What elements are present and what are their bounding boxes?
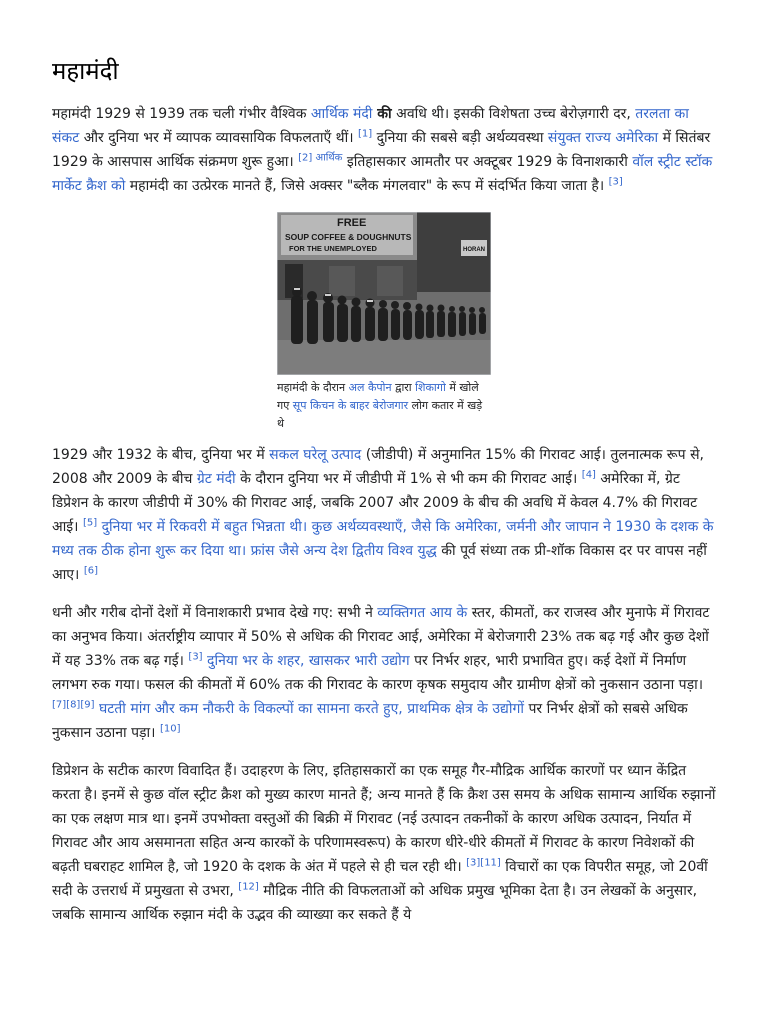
- citation-7-8-9[interactable]: [7][8][9]: [52, 699, 95, 711]
- text: विचारों का एक विपरीत समूह, जो 20वीं सदी के उत्तरार्ध में प्रमुखता से उभरा,: [52, 859, 708, 899]
- text: महामंदी का उत्प्रेरक मानते हैं, जिसे अक्सर "ब्लैक मंगलवार" के रूप में संदर्भित किया जाता है।: [125, 178, 609, 194]
- caption-text: में खोले गए: [277, 381, 479, 412]
- gdp-paragraph: [52, 443, 716, 587]
- text: की पूर्व संध्या तक प्री-शॉक विकास दर पर वापस नहीं आए।: [52, 543, 707, 583]
- text: में सितंबर 1929 के आसपास आर्थिक संक्रमण शुरू हुआ।: [52, 130, 711, 170]
- link-liquidity-crisis[interactable]: तरलता का संकट: [52, 106, 689, 146]
- text: 1929 और 1932 के बीच, दुनिया भर में: [52, 447, 270, 463]
- citation-3-11[interactable]: [3][11]: [466, 857, 501, 869]
- caption-text: महामंदी के दौरान: [277, 381, 349, 394]
- citation-2[interactable]: [2] आर्थिक: [298, 152, 343, 164]
- sign-free-text: FREE: [337, 217, 367, 229]
- text: इतिहासकार आमतौर पर अक्टूबर 1929 के विनाशकारी: [342, 154, 633, 170]
- link-personal-income[interactable]: व्यक्तिगत आय के: [377, 605, 468, 621]
- text: अवधि थी। इसकी विशेषता उच्च बेरोज़गारी दर,: [391, 106, 636, 122]
- link-great-recession[interactable]: ग्रेट मंदी: [196, 471, 236, 487]
- text: महामंदी 1929 से 1939 तक चली गंभीर वैश्विक: [52, 106, 311, 122]
- soup-kitchen-photo[interactable]: [277, 212, 491, 375]
- citation-1[interactable]: [1]: [357, 128, 373, 140]
- impact-paragraph: [52, 601, 716, 745]
- citation-10[interactable]: [10]: [159, 723, 181, 735]
- figure: [277, 212, 493, 433]
- text-bold: की: [372, 106, 392, 122]
- intro-paragraph: [52, 102, 716, 198]
- text: डिप्रेशन के सटीक कारण विवादित हैं। उदाहरण के लिए, इतिहासकारों का एक समूह गैर-मौद्रिक आर्थिक कारणों पर ध्यान केंद्रित करता है। इनमें से कुछ वॉल स्ट्रीट क्रैश को मुख्य कारण मानते हैं; अन्य मानते हैं कि क्रैश उस समय के अधिक सामान्य आर्थिक रुझानों का एक लक्षण मात्र था। इनमें उपभोक्ता वस्तुओं की बिक्री में गिरावट (नई उत्पादन तकनीकों के कारण अधिक उत्पादन, निर्यात में गिरावट और आय असमानता सहित अन्य कारकों के परिणामस्वरूप) के कारण धीरे-धीरे कीमतों में गिरावट के कारण निवेशकों की बढ़ती घबराहट शामिल है, जो 1920 के दशक के अंत में पहले से ही चल रही थी।: [52, 763, 716, 875]
- caption-text: द्वारा: [391, 381, 416, 394]
- caption-text: लोग कतार में खड़े थे: [277, 399, 483, 430]
- link-primary-sector[interactable]: घटती मांग और कम नौकरी के विकल्पों का सामना करते हुए, प्राथमिक क्षेत्र के उद्योगों: [94, 701, 524, 717]
- link-recovery-wwii[interactable]: दुनिया भर में रिकवरी में बहुत भिन्नता थी। कुछ अर्थव्यवस्थाएँ, जैसे कि अमेरिका, जर्मनी और जापान ने 1930 के दशक के मध्य तक ठीक होना शुरू कर दिया था। फ्रांस जैसे अन्य देश द्वितीय विश्व युद्ध: [52, 519, 714, 559]
- text: धनी और गरीब दोनों देशों में विनाशकारी प्रभाव देखे गए: सभी ने: [52, 605, 378, 621]
- link-economic-recession[interactable]: आर्थिक मंदी: [310, 106, 373, 122]
- causes-paragraph: [52, 759, 716, 927]
- text: (जीडीपी) में अनुमानित 15% की गिरावट आई। तुलनात्मक रूप से, 2008 और 2009 के बीच: [52, 447, 704, 487]
- citation-3[interactable]: [3]: [608, 176, 623, 188]
- text: और दुनिया भर में व्यापक व्यावसायिक विफलताएँ थीं।: [79, 130, 358, 146]
- text: अमेरिका में, ग्रेट डिप्रेशन के कारण जीडीपी में 30% की गिरावट आई, जबकि 2007 और 2009 के बीच की अवधि में केवल 4.7% की गिरावट आई।: [52, 471, 698, 535]
- citation-4[interactable]: [4]: [581, 469, 596, 481]
- sign-horan-text: HORAN: [463, 247, 485, 253]
- citation-5[interactable]: [5]: [82, 517, 98, 529]
- figure-caption: [277, 379, 487, 433]
- text: मौद्रिक नीति की विफलताओं को अधिक प्रमुख भूमिका देता है। उन लेखकों के अनुसार, जबकि सामान्य आर्थिक रुझान मंदी के उद्भव की व्याख्या कर सकते हैं ये: [52, 883, 698, 923]
- text: स्तर, कीमतों, कर राजस्व और मुनाफे में गिरावट का अनुभव किया। अंतर्राष्ट्रीय व्यापार में 50% से अधिक की गिरावट आई, अमेरिका में बेरोजगारी 23% तक बढ़ गई और कुछ देशों में यह 33% तक बढ़ गई।: [52, 605, 710, 669]
- sign-soup-text: SOUP COFFEE & DOUGHNUTS: [285, 232, 412, 242]
- link-wall-street-crash[interactable]: वॉल स्ट्रीट स्टॉक मार्केट क्रैश को: [52, 154, 713, 194]
- link-heavy-industry[interactable]: दुनिया भर के शहर, खासकर भारी उद्योग: [202, 653, 410, 669]
- link-united-states[interactable]: संयुक्त राज्य अमेरिका: [547, 130, 659, 146]
- sign-unemployed-text: FOR THE UNEMPLOYED: [289, 244, 377, 253]
- link-chicago[interactable]: शिकागो: [415, 381, 446, 394]
- citation-6[interactable]: [6]: [83, 565, 98, 577]
- link-gdp[interactable]: सकल घरेलू उत्पाद: [269, 447, 362, 463]
- citation-3b[interactable]: [3]: [188, 651, 203, 663]
- citation-12[interactable]: [12]: [238, 881, 259, 893]
- link-al-capone[interactable]: अल कैपोन: [348, 381, 392, 394]
- text: पर निर्भर क्षेत्रों को सबसे अधिक नुकसान उठाना पड़ा।: [52, 701, 688, 741]
- text: पर निर्भर शहर, भारी प्रभावित हुए। कई देशों में निर्माण लगभग रुक गया। फसल की कीमतों में 60% तक की गिरावट के कारण कृषक समुदाय और ग्रामीण क्षेत्रों को नुकसान उठाना पड़ा।: [52, 653, 704, 693]
- link-soup-kitchen[interactable]: सूप किचन के बाहर बेरोजगार: [292, 399, 409, 412]
- text: के दौरान दुनिया भर में जीडीपी में 1% से भी कम की गिरावट आई।: [235, 471, 582, 487]
- text: दुनिया की सबसे बड़ी अर्थव्यवस्था: [372, 130, 548, 146]
- page-title: महामंदी: [52, 57, 119, 85]
